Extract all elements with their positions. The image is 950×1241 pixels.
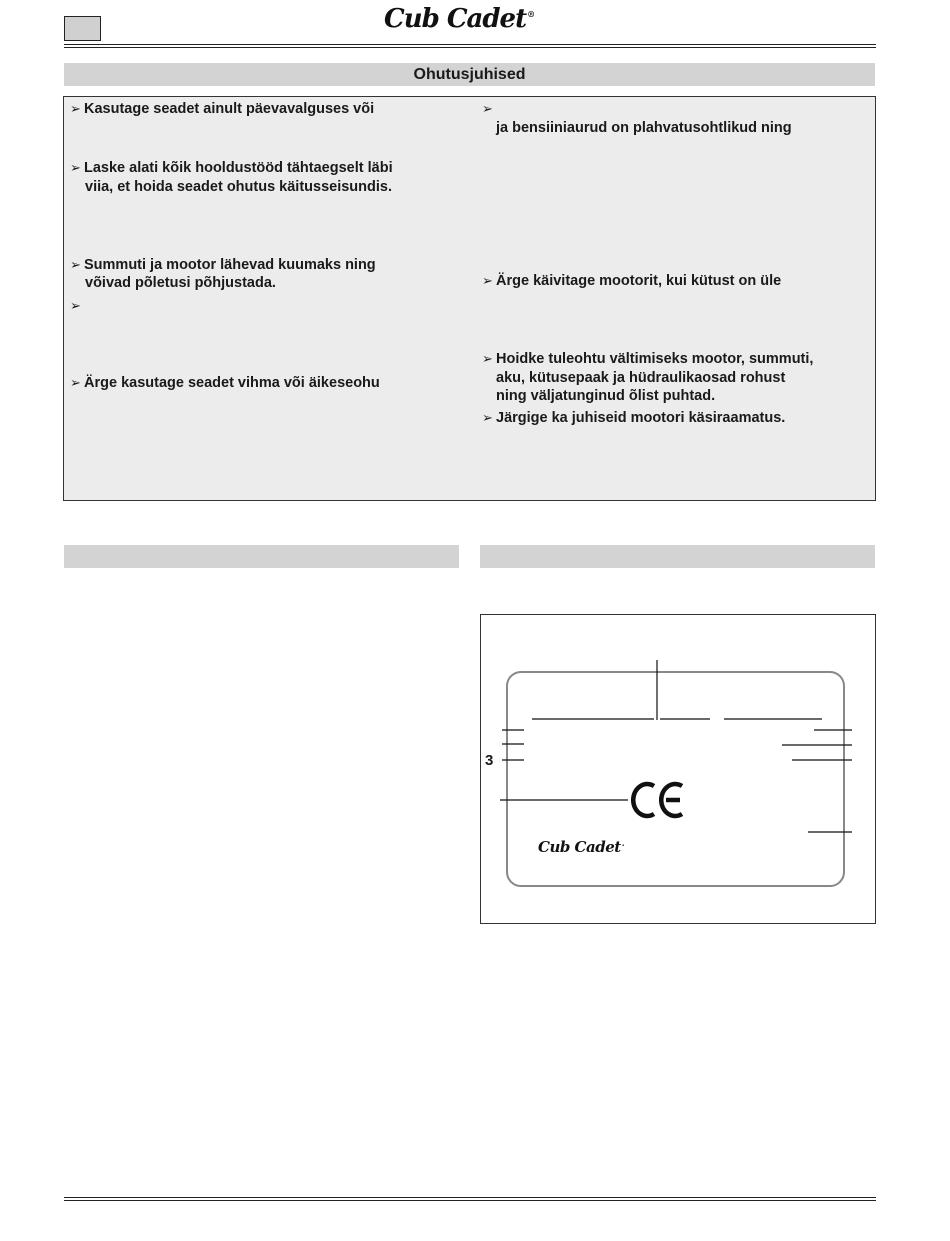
safety-item-fire-hazard-line2: aku, kütusepaak ja hüdraulikaosad rohust xyxy=(496,370,786,386)
safety-item-daylight: ➢ Kasutage seadet ainult päevavalguses või xyxy=(70,101,375,117)
ce-mark-e xyxy=(661,784,682,816)
safety-item-fire-hazard-line3: ning väljatunginud õlist puhtad. xyxy=(496,388,716,404)
rating-plate-diagram xyxy=(480,614,876,924)
left-section-bar xyxy=(64,545,459,568)
brand-logo: Cub Cadet® xyxy=(384,4,536,34)
safety-item-blank: ➢ xyxy=(70,298,81,313)
safety-item-engine-manual: ➢ Järgige ka juhiseid mootori käsiraamatus. xyxy=(482,410,786,426)
safety-item-fire-hazard: ➢ Hoidke tuleohtu vältimiseks mootor, summuti, xyxy=(482,351,814,367)
page-number-box xyxy=(64,16,101,41)
footer-rule-bottom xyxy=(64,1200,876,1201)
plate-brand-logo: Cub Cadet. xyxy=(538,838,625,856)
right-section-bar xyxy=(480,545,875,568)
safety-item-rain: ➢ Ärge kasutage seadet vihma või äikeseohu xyxy=(70,375,380,391)
footer-rule-top xyxy=(64,1197,876,1198)
callout-number-3: 3 xyxy=(485,752,494,769)
safety-title: Ohutusjuhised xyxy=(413,66,526,83)
safety-item-fuel-vapours: ➢ xyxy=(482,101,493,116)
safety-item-hot-muffler-line2: võivad põletusi põhjustada. xyxy=(85,275,276,291)
header-rule-top xyxy=(64,44,876,45)
ce-mark-c xyxy=(633,784,654,816)
safety-item-fuel-vapours-line2: ja bensiiniaurud on plahvatusohtlikud ning xyxy=(496,120,792,136)
safety-item-hot-muffler: ➢ Summuti ja mootor lähevad kuumaks ning xyxy=(70,257,376,273)
safety-panel xyxy=(63,96,876,501)
safety-item-overfill: ➢ Ärge käivitage mootorit, kui kütust on üle xyxy=(482,273,782,289)
safety-item-maintenance: ➢ Laske alati kõik hooldustööd tähtaegselt läbi xyxy=(70,160,393,176)
safety-title-bar xyxy=(64,63,875,86)
header-rule-bottom xyxy=(64,47,876,48)
safety-item-maintenance-line2: viia, et hoida seadet ohutus käitusseisundis. xyxy=(85,179,392,195)
